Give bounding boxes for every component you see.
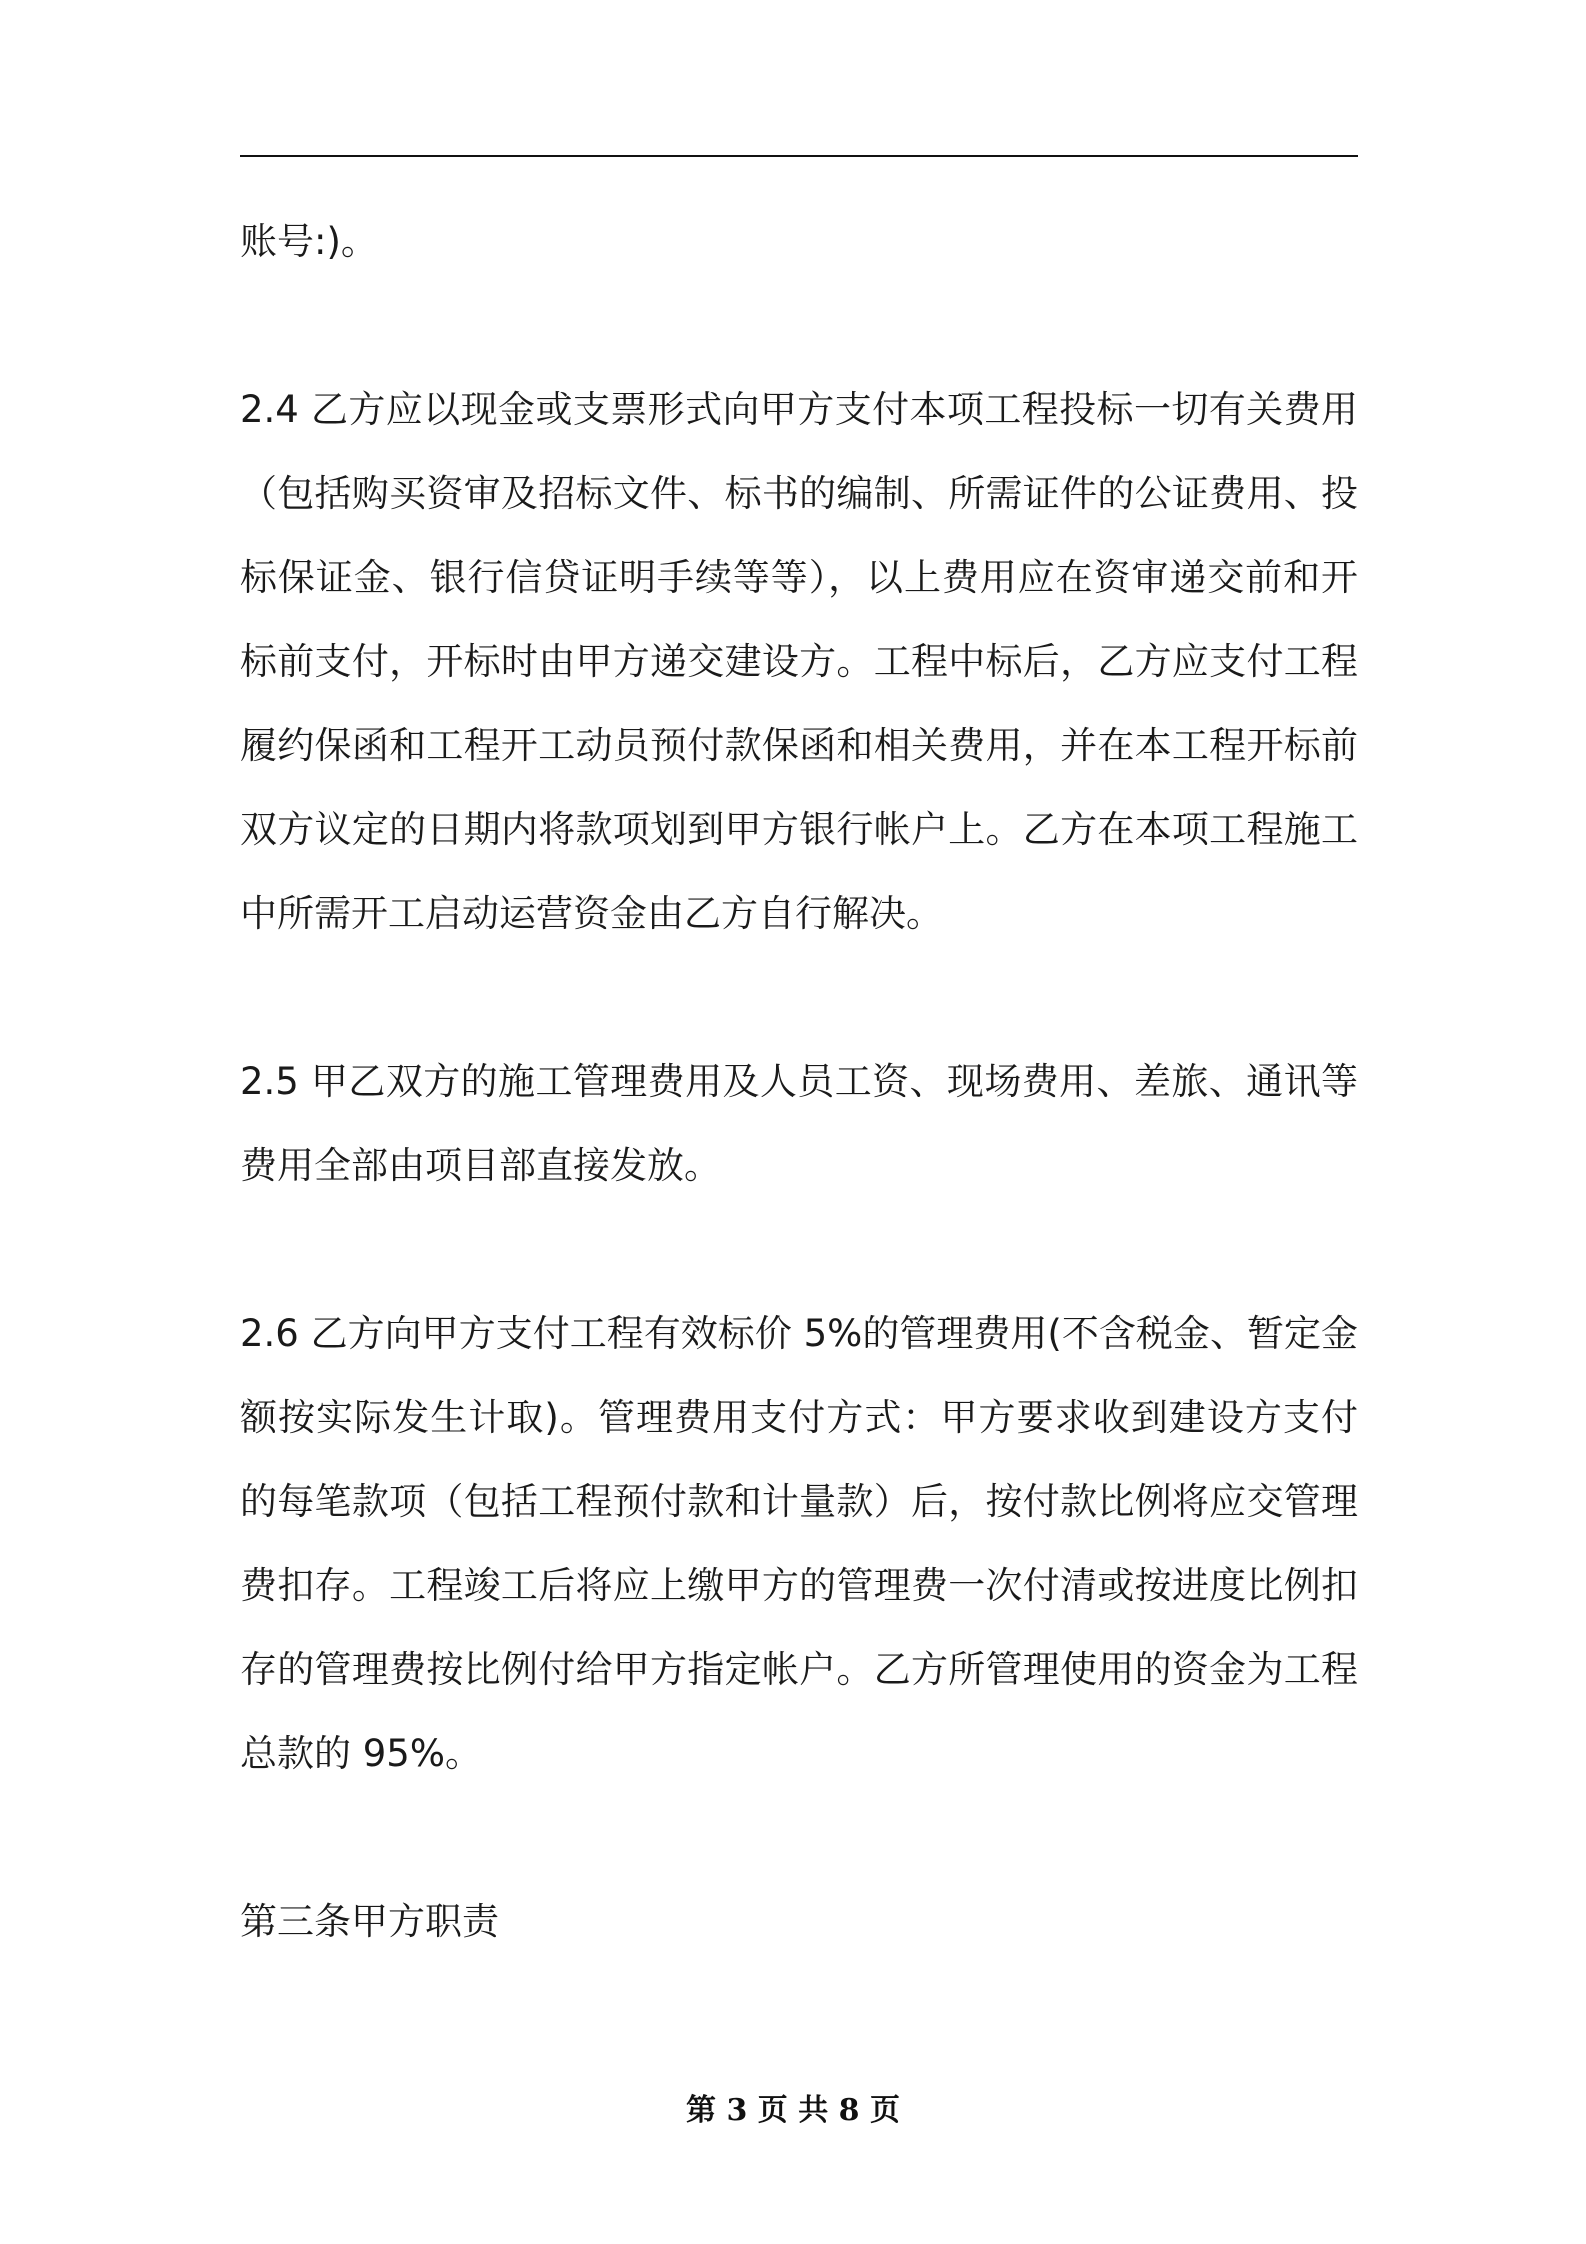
paragraph-account: 账号:)。 xyxy=(240,220,378,263)
paragraph-2-5: 2.5 甲乙双方的施工管理费用及人员工资、现场费用、差旅、通讯等费用全部由项目部直接发放。 xyxy=(240,1060,1358,1187)
paragraph-2-4: 2.4 乙方应以现金或支票形式向甲方支付本项工程投标一切有关费用（包括购买资审及招标文件、标书的编制、所需证件的公证费用、投标保证金、银行信贷证明手续等等），以上费用应在资审递交前和开标前支付，开标时由甲方递交建设方。工程中标后，乙方应支付工程履约保函和工程开工动员预付款保函和相关费用，并在本工程开标前双方议定的日期内将款项划到甲方银行帐户上。乙方在本项工程施工中所需开工启动运营资金由乙方自行解决。 xyxy=(240,388,1358,935)
paragraph-2-6: 2.6 乙方向甲方支付工程有效标价 5%的管理费用(不含税金、暂定金额按实际发生计取)。管理费用支付方式：甲方要求收到建设方支付的每笔款项（包括工程预付款和计量款）后，按付款比例将应交管理费扣存。工程竣工后将应上缴甲方的管理费一次付清或按进度比例扣存的管理费按比例付给甲方指定帐户。乙方所管理使用的资金为工程总款的 95%。 xyxy=(240,1312,1358,1775)
document-body xyxy=(240,200,1358,1964)
section-heading-article-3: 第三条甲方职责 xyxy=(240,1900,499,1943)
header-rule xyxy=(240,155,1358,157)
page-number-footer: 第 3 页 共 8 页 xyxy=(686,2093,900,2128)
